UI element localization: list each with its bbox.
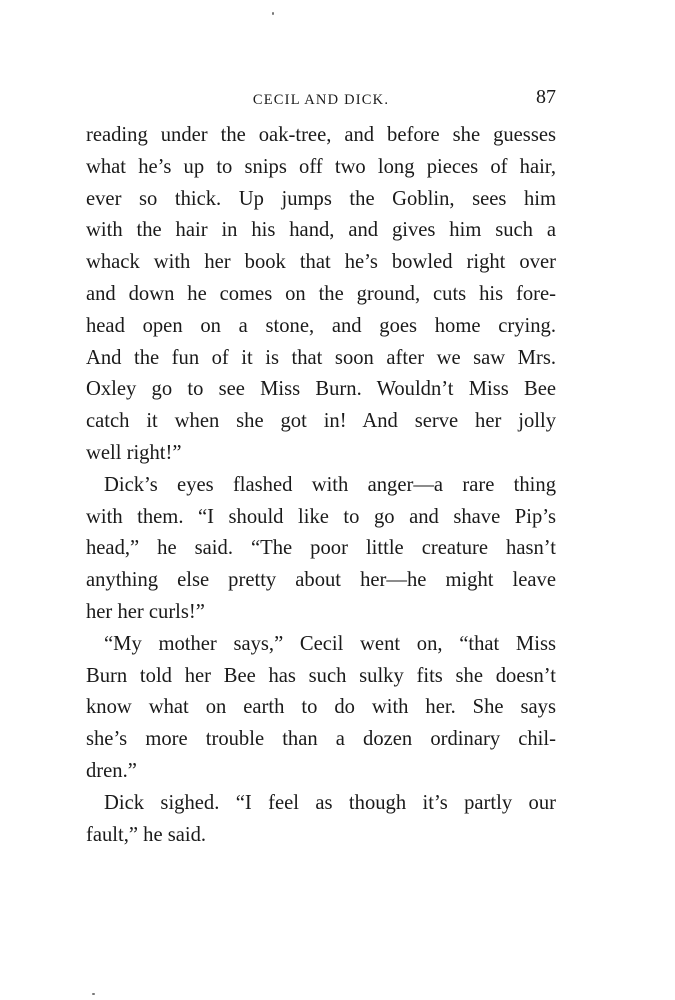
text-line: with the hair in his hand, and gives him such a [86, 219, 556, 242]
body-text [86, 120, 556, 851]
page-number: 87 [536, 86, 556, 108]
text-line: Oxley go to see Miss Burn. Wouldn’t Miss Bee [86, 378, 556, 401]
speck-mark [272, 12, 274, 15]
running-head [86, 86, 556, 112]
text-line: Dick’s eyes flashed with anger—a rare thing [104, 473, 556, 496]
text-line: head open on a stone, and goes home crying. [86, 314, 556, 337]
text-line: Burn told her Bee has such sulky fits she doesn’t [86, 664, 556, 687]
text-line: Dick sighed. “I feel as though it’s partly our [104, 791, 556, 814]
text-line: with them. “I should like to go and shave Pip’s [86, 505, 556, 528]
text-line: And the fun of it is that soon after we saw Mrs. [86, 346, 556, 369]
text-line: dren.” [86, 759, 137, 782]
text-line: anything else pretty about her—he might leave [86, 569, 556, 592]
text-line: well right!” [86, 441, 182, 464]
text-line: ever so thick. Up jumps the Goblin, sees him [86, 187, 556, 210]
text-line: reading under the oak-tree, and before she guesses [86, 124, 556, 146]
text-line: fault,” he said. [86, 823, 207, 846]
text-line: whack with her book that he’s bowled right over [86, 251, 556, 274]
text-line: know what on earth to do with her. She says [86, 696, 556, 719]
speck-mark [92, 993, 95, 995]
text-line: what he’s up to snips off two long pieces of hair, [86, 155, 556, 178]
text-line: catch it when she got in! And serve her jolly [86, 410, 556, 433]
text-line: and down he comes on the ground, cuts his fore- [86, 282, 556, 305]
running-title: CECIL AND DICK. [252, 92, 390, 108]
text-line: she’s more trouble than a dozen ordinary chil- [86, 728, 556, 751]
text-line: head,” he said. “The poor little creature hasn’t [86, 537, 556, 560]
text-line: “My mother says,” Cecil went on, “that Miss [104, 632, 556, 655]
text-line: her her curls!” [86, 600, 205, 623]
